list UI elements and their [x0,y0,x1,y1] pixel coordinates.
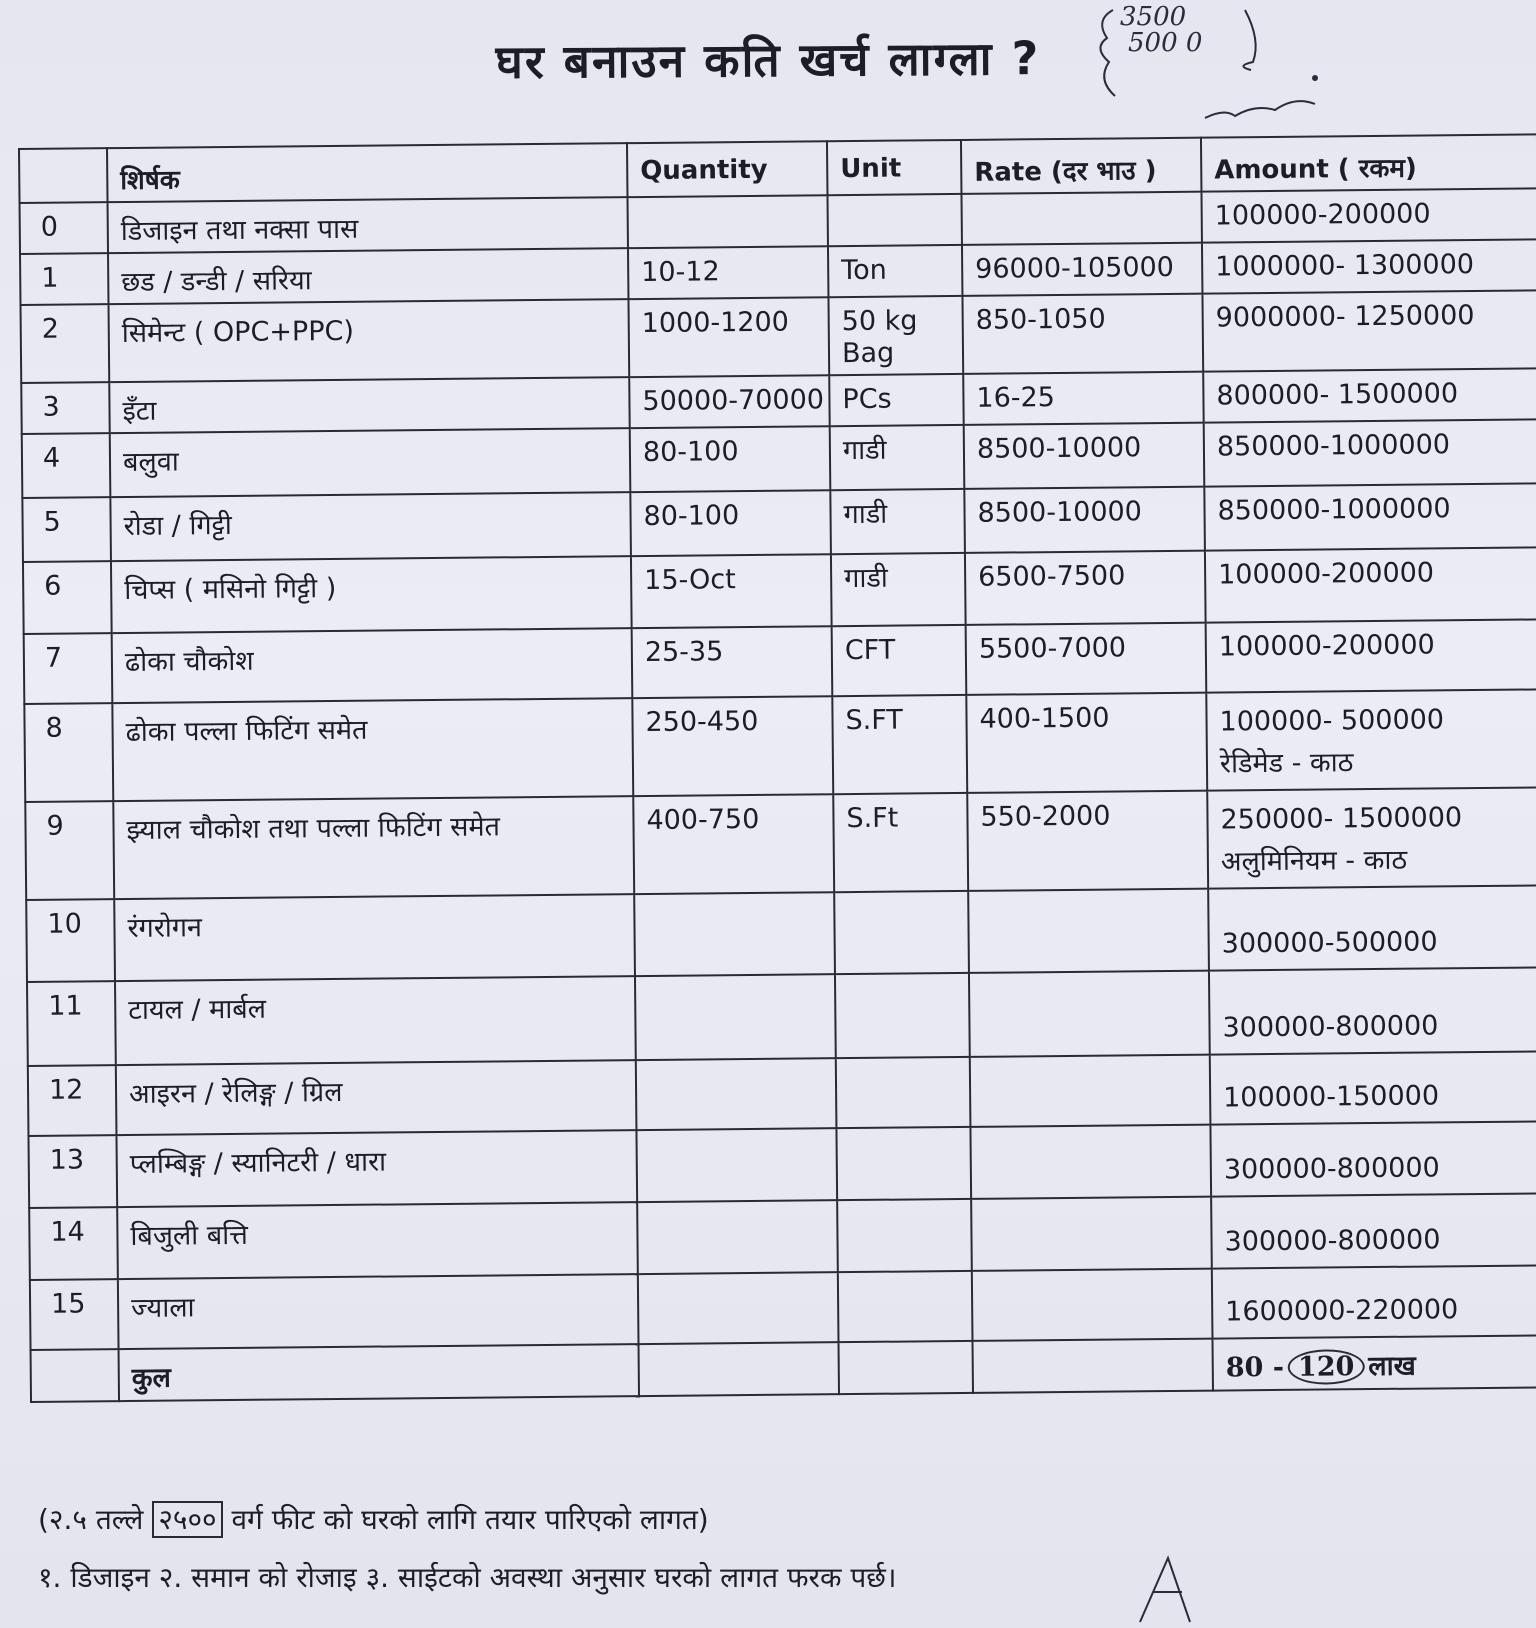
row-rate [961,192,1201,245]
row-rate [970,1055,1211,1127]
total-rate-cell [972,1339,1212,1393]
row-amount [1207,787,1536,888]
row-item: रंगरोगन [114,894,635,981]
row-amount [1202,290,1536,371]
row-amount-value: 100000- 500000 [1219,704,1445,738]
row-amount-value: 300000-800000 [1224,1224,1441,1258]
row-amount [1209,967,1536,1054]
table-row [26,885,1536,982]
table-row [21,290,1536,383]
row-amount [1212,1265,1536,1338]
row-rate: 96000-105000 [962,243,1202,296]
row-amount-value: 800000- 1500000 [1216,378,1459,412]
header-item: शिर्षक [107,143,627,202]
row-amount [1201,188,1536,242]
row-quantity: 80-100 [630,490,831,556]
footer-boxed-area: २५०० [152,1501,222,1538]
row-number: 12 [28,1065,117,1136]
row-unit: S.Ft [833,793,968,892]
row-item: इँटा [109,377,629,433]
row-amount-value: 1000000- 1300000 [1215,249,1475,283]
total-high-circled: 120 [1288,1349,1365,1385]
row-unit: गाडी [830,489,965,554]
row-amount-value: 100000-150000 [1223,1080,1440,1114]
row-amount [1203,368,1536,422]
row-amount-value: 850000-1000000 [1217,493,1451,527]
row-quantity [636,1128,837,1202]
row-item: बिजुली बत्ति [117,1202,638,1279]
handwritten-brace-mark [1085,0,1345,130]
row-rate: 5500-7000 [966,623,1207,695]
row-number: 1 [20,253,108,305]
row-number: 0 [20,202,108,254]
row-item: आइरन / रेलिङ्ग / ग्रिल [116,1060,637,1135]
row-number: 10 [26,899,115,982]
row-unit [836,1057,971,1128]
row-number: 8 [24,703,113,802]
row-number: 14 [29,1207,118,1280]
row-item: प्लम्बिङ्ग / स्यानिटरी / धारा [116,1130,637,1207]
footer-note-area [38,1500,709,1538]
row-rate [972,1269,1213,1341]
row-unit: PCs [829,374,963,426]
row-amount-value: 850000-1000000 [1216,429,1451,463]
total-label: कुल [119,1344,639,1401]
row-amount-note: रेडिमेड - काठ [1219,747,1354,780]
footer-note-factors: १. डिजाइन २. समान को रोजाइ ३. साईटको अवस्था अनुसार घरको लागत फरक पर्छ। [38,1561,897,1594]
row-amount [1204,419,1536,486]
header-quantity: Quantity [627,141,828,197]
row-rate: 400-1500 [966,693,1207,793]
row-amount-value: 1600000-220000 [1225,1294,1459,1328]
row-number: 13 [28,1135,117,1208]
row-unit [827,194,961,246]
row-rate: 16-25 [963,372,1203,425]
row-amount [1206,619,1536,692]
header-rate: Rate (दर भाउ ) [961,138,1202,194]
header-amount: Amount ( रकम) [1201,134,1536,191]
footer-note-end: वर्ग फीट को घरको लागि तयार पारिएको लागत) [231,1503,709,1536]
row-number: 7 [24,633,113,704]
row-item: ज्याला [118,1274,639,1349]
row-unit [835,973,970,1058]
total-low: 80 - [1225,1351,1285,1384]
row-quantity: 25-35 [632,626,833,698]
header-sn [19,148,108,203]
row-amount [1204,483,1536,550]
row-amount-value: 100000-200000 [1218,629,1435,663]
pen-scribble-mark [1130,1552,1220,1628]
row-item: झ्याल चौकोश तथा पल्ला फिटिंग समेत [113,796,634,899]
row-rate: 6500-7500 [965,551,1206,625]
total-unit: लाख [1368,1350,1416,1383]
row-rate: 8500-10000 [964,423,1205,489]
row-amount-value: 100000-200000 [1214,198,1431,232]
table-row [25,787,1536,900]
row-amount [1210,1051,1536,1124]
row-quantity: 10-12 [628,246,828,299]
row-amount-value: 300000-800000 [1222,1010,1439,1044]
row-quantity: 50000-70000 [629,375,829,428]
handwritten-note-line1: 3500 [1120,2,1187,32]
total-unit-cell [839,1341,973,1394]
row-amount-value: 250000- 1500000 [1220,802,1463,836]
row-number: 15 [30,1279,119,1350]
row-unit: गाडी [831,553,966,626]
table-row [27,967,1536,1066]
row-quantity [637,1200,838,1274]
total-amount [1212,1335,1536,1390]
row-unit [834,891,969,974]
row-number: 3 [21,382,109,434]
row-rate [971,1197,1212,1271]
row-number: 4 [22,433,111,498]
row-amount [1210,1121,1536,1196]
row-amount [1205,547,1536,622]
row-item: ढोका पल्ला फिटिंग समेत [112,698,633,801]
row-item: ढोका चौकोश [112,628,633,703]
row-item: टायल / मार्बल [115,976,636,1065]
row-amount-value: 9000000- 1250000 [1215,300,1475,334]
row-number: 6 [23,561,112,634]
row-number: 11 [27,981,116,1066]
row-quantity: 250-450 [632,696,833,796]
row-unit: CFT [832,625,967,696]
row-rate [968,889,1209,973]
row-quantity [635,974,836,1060]
row-unit: S.FT [832,695,967,794]
row-rate: 550-2000 [967,791,1208,891]
row-quantity [634,892,835,976]
row-unit [837,1199,972,1272]
row-amount-value: 300000-500000 [1221,926,1438,960]
row-amount [1208,885,1536,970]
row-quantity: 80-100 [630,426,831,492]
total-qty-cell [639,1342,839,1396]
table-row [24,689,1536,802]
row-number: 5 [22,497,111,562]
total-sn-cell [31,1349,119,1402]
row-quantity [627,195,827,248]
row-item: चिप्स ( मसिनो गिट्टी ) [111,556,632,633]
row-quantity: 15-Oct [631,554,832,628]
row-item: छड / डन्डी / सरिया [108,248,628,304]
row-amount [1211,1193,1536,1268]
header-unit: Unit [827,140,962,195]
row-unit: 50 kg Bag [828,296,963,375]
page-title: घर बनाउन कति खर्च लाग्ला ? [495,31,1041,89]
row-unit [838,1271,973,1342]
row-amount-value: 100000-200000 [1218,557,1435,591]
row-item: डिजाइन तथा नक्सा पास [108,197,628,253]
row-amount-value: 300000-800000 [1223,1152,1440,1186]
row-rate [969,971,1210,1057]
row-unit: Ton [828,245,962,297]
cost-table [18,133,1536,1403]
row-rate: 850-1050 [962,294,1203,374]
row-quantity: 400-750 [633,794,834,894]
row-item: बलुवा [110,428,631,497]
row-amount-note: अलुमिनियम - काठ [1220,844,1408,878]
footer-note-start: (२.५ तल्ले [38,1503,144,1536]
row-unit [836,1127,971,1200]
handwritten-note-line2: 500 0 [1128,28,1203,58]
row-item: रोडा / गिट्टी [110,492,631,561]
row-item: सिमेन्ट ( OPC+PPC) [109,299,630,382]
row-quantity [636,1058,837,1130]
row-number: 2 [21,304,110,383]
row-unit: गाडी [830,425,965,490]
row-quantity [638,1272,839,1344]
row-quantity: 1000-1200 [628,297,829,377]
row-rate [970,1125,1211,1199]
row-amount [1202,239,1536,293]
row-number: 9 [25,801,114,900]
row-rate: 8500-10000 [964,487,1205,553]
row-amount [1206,689,1536,790]
